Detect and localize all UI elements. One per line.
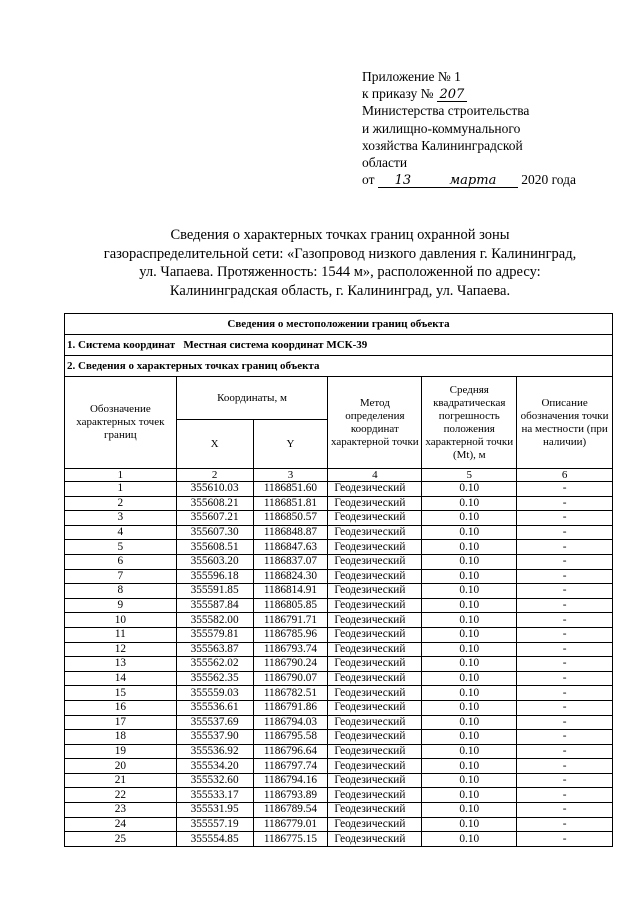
method-cell: Геодезический: [328, 613, 422, 628]
description-cell: -: [517, 686, 613, 701]
description-cell: -: [517, 554, 613, 569]
description-cell: -: [517, 715, 613, 730]
description-cell: -: [517, 584, 613, 599]
table-row: [65, 627, 613, 642]
table-rows: [65, 482, 613, 847]
error-cell: 0.10: [422, 627, 517, 642]
error-cell: 0.10: [422, 496, 517, 511]
error-cell: 0.10: [422, 700, 517, 715]
order-number-handwritten: 207: [437, 88, 467, 102]
coord-y-cell: 1186779.01: [253, 817, 328, 832]
appendix-label: Приложение № 1: [362, 69, 461, 84]
method-cell: Геодезический: [328, 832, 422, 847]
column-header-y: Y: [253, 420, 328, 469]
title-line-2: газораспределительной сети: «Газопровод низкого давления г. Калининград,: [103, 245, 577, 262]
table-row: [65, 715, 613, 730]
coord-y-cell: 1186793.89: [253, 788, 328, 803]
date-prefix: от: [362, 172, 375, 188]
description-cell: -: [517, 700, 613, 715]
coord-x-cell: 355534.20: [176, 759, 253, 774]
description-cell: -: [517, 817, 613, 832]
column-number: 1: [65, 469, 177, 482]
coord-y-cell: 1186795.58: [253, 730, 328, 745]
coord-x-cell: 355603.20: [176, 554, 253, 569]
table-row: [65, 700, 613, 715]
column-header-description: Описание обозначения точки на местности (при наличии): [517, 377, 613, 469]
coord-y-cell: 1186824.30: [253, 569, 328, 584]
coord-y-cell: 1186797.74: [253, 759, 328, 774]
coord-y-cell: 1186851.60: [253, 482, 328, 497]
table-row: [65, 686, 613, 701]
method-cell: Геодезический: [328, 715, 422, 730]
error-cell: 0.10: [422, 730, 517, 745]
table-row: [65, 598, 613, 613]
method-cell: Геодезический: [328, 686, 422, 701]
method-cell: Геодезический: [328, 496, 422, 511]
description-cell: -: [517, 642, 613, 657]
coord-x-cell: 355536.61: [176, 700, 253, 715]
method-cell: Геодезический: [328, 759, 422, 774]
coord-y-cell: 1186785.96: [253, 627, 328, 642]
point-number-cell: 2: [65, 496, 177, 511]
table-row: [65, 525, 613, 540]
coord-x-cell: 355554.85: [176, 832, 253, 847]
table-row: [65, 511, 613, 526]
point-number-cell: 11: [65, 627, 177, 642]
error-cell: 0.10: [422, 744, 517, 759]
error-cell: 0.10: [422, 788, 517, 803]
method-cell: Геодезический: [328, 803, 422, 818]
method-cell: Геодезический: [328, 700, 422, 715]
error-cell: 0.10: [422, 759, 517, 774]
method-cell: Геодезический: [328, 482, 422, 497]
point-number-cell: 4: [65, 525, 177, 540]
coord-x-cell: 355533.17: [176, 788, 253, 803]
ministry-line-1: Министерства строительства: [362, 103, 530, 119]
method-cell: Геодезический: [328, 657, 422, 672]
points-section-title: 2. Сведения о характерных точках границ объекта: [65, 356, 613, 377]
description-cell: -: [517, 569, 613, 584]
point-number-cell: 24: [65, 817, 177, 832]
error-cell: 0.10: [422, 584, 517, 599]
error-cell: 0.10: [422, 642, 517, 657]
table-row: [65, 773, 613, 788]
description-cell: -: [517, 482, 613, 497]
table-row: [65, 642, 613, 657]
coord-y-cell: 1186796.64: [253, 744, 328, 759]
coord-x-cell: 355582.00: [176, 613, 253, 628]
coord-x-cell: 355607.30: [176, 525, 253, 540]
error-cell: 0.10: [422, 554, 517, 569]
description-cell: -: [517, 759, 613, 774]
coord-y-cell: 1186793.74: [253, 642, 328, 657]
coord-x-cell: 355607.21: [176, 511, 253, 526]
point-number-cell: 10: [65, 613, 177, 628]
point-number-cell: 13: [65, 657, 177, 672]
coord-y-cell: 1186837.07: [253, 554, 328, 569]
error-cell: 0.10: [422, 671, 517, 686]
date-day-handwritten: 13: [378, 174, 428, 188]
point-number-cell: 25: [65, 832, 177, 847]
table-row: [65, 817, 613, 832]
column-header-designation: Обозначение характерных точек границ: [65, 377, 177, 469]
point-number-cell: 17: [65, 715, 177, 730]
error-cell: 0.10: [422, 482, 517, 497]
method-cell: Геодезический: [328, 569, 422, 584]
coord-y-cell: 1186789.54: [253, 803, 328, 818]
coord-x-cell: 355579.81: [176, 627, 253, 642]
table-row: [65, 730, 613, 745]
document-title: [40, 226, 640, 300]
error-cell: 0.10: [422, 540, 517, 555]
error-cell: 0.10: [422, 657, 517, 672]
method-cell: Геодезический: [328, 627, 422, 642]
ministry-line-4: области: [362, 155, 408, 171]
table-row: [65, 803, 613, 818]
coord-y-cell: 1186790.24: [253, 657, 328, 672]
description-cell: -: [517, 744, 613, 759]
point-number-cell: 1: [65, 482, 177, 497]
coord-y-cell: 1186775.15: [253, 832, 328, 847]
method-cell: Геодезический: [328, 730, 422, 745]
method-cell: Геодезический: [328, 773, 422, 788]
column-number: 3: [253, 469, 328, 482]
method-cell: Геодезический: [328, 671, 422, 686]
table-row: [65, 832, 613, 847]
coord-x-cell: 355537.90: [176, 730, 253, 745]
description-cell: -: [517, 788, 613, 803]
point-number-cell: 16: [65, 700, 177, 715]
boundary-points-table: [64, 313, 613, 847]
table-row: [65, 540, 613, 555]
table-row: [65, 788, 613, 803]
table-row: [65, 759, 613, 774]
description-cell: -: [517, 671, 613, 686]
title-line-1: Сведения о характерных точках границ охранной зоны: [170, 227, 510, 243]
description-cell: -: [517, 627, 613, 642]
coord-y-cell: 1186851.81: [253, 496, 328, 511]
method-cell: Геодезический: [328, 817, 422, 832]
point-number-cell: 9: [65, 598, 177, 613]
table-row: [65, 657, 613, 672]
coordinate-system-value: Местная система координат МСК-39: [183, 339, 368, 351]
coordinate-system-label: 1. Система координат: [67, 339, 176, 351]
coord-x-cell: 355562.02: [176, 657, 253, 672]
error-cell: 0.10: [422, 803, 517, 818]
coord-x-cell: 355559.03: [176, 686, 253, 701]
coord-x-cell: 355536.92: [176, 744, 253, 759]
error-cell: 0.10: [422, 773, 517, 788]
point-number-cell: 20: [65, 759, 177, 774]
point-number-cell: 8: [65, 584, 177, 599]
error-cell: 0.10: [422, 511, 517, 526]
point-number-cell: 12: [65, 642, 177, 657]
error-cell: 0.10: [422, 525, 517, 540]
error-cell: 0.10: [422, 686, 517, 701]
method-cell: Геодезический: [328, 511, 422, 526]
table-row: [65, 482, 613, 497]
coord-x-cell: 355608.21: [176, 496, 253, 511]
date-year: 2020 года: [521, 172, 577, 188]
point-number-cell: 3: [65, 511, 177, 526]
column-header-coordinates: Координаты, м: [176, 377, 328, 420]
description-cell: -: [517, 496, 613, 511]
error-cell: 0.10: [422, 613, 517, 628]
column-header-x: X: [176, 420, 253, 469]
description-cell: -: [517, 730, 613, 745]
coord-y-cell: 1186794.03: [253, 715, 328, 730]
point-number-cell: 19: [65, 744, 177, 759]
description-cell: -: [517, 598, 613, 613]
coord-x-cell: 355610.03: [176, 482, 253, 497]
table-row: [65, 744, 613, 759]
description-cell: -: [517, 832, 613, 847]
point-number-cell: 14: [65, 671, 177, 686]
error-cell: 0.10: [422, 598, 517, 613]
coord-y-cell: 1186790.07: [253, 671, 328, 686]
order-number-line: [362, 85, 632, 102]
method-cell: Геодезический: [328, 584, 422, 599]
order-prefix: к приказу №: [362, 86, 434, 102]
method-cell: Геодезический: [328, 744, 422, 759]
table-row: [65, 671, 613, 686]
point-number-cell: 21: [65, 773, 177, 788]
column-header-method: Метод определения координат характерной точки: [328, 377, 422, 469]
description-cell: -: [517, 657, 613, 672]
description-cell: -: [517, 511, 613, 526]
coord-x-cell: 355537.69: [176, 715, 253, 730]
order-header: [362, 68, 632, 188]
coord-x-cell: 355591.85: [176, 584, 253, 599]
coord-x-cell: 355562.35: [176, 671, 253, 686]
coordinate-system-row: [65, 335, 613, 356]
method-cell: Геодезический: [328, 554, 422, 569]
description-cell: -: [517, 540, 613, 555]
title-line-4: Калининградская область, г. Калининград, ул. Чапаева.: [169, 282, 511, 299]
method-cell: Геодезический: [328, 525, 422, 540]
point-number-cell: 18: [65, 730, 177, 745]
description-cell: -: [517, 525, 613, 540]
method-cell: Геодезический: [328, 642, 422, 657]
title-line-3: ул. Чапаева. Протяженность: 1544 м», расположенной по адресу:: [139, 264, 541, 281]
point-number-cell: 7: [65, 569, 177, 584]
coord-y-cell: 1186848.87: [253, 525, 328, 540]
coord-y-cell: 1186791.86: [253, 700, 328, 715]
point-number-cell: 22: [65, 788, 177, 803]
description-cell: -: [517, 613, 613, 628]
coord-x-cell: 355557.19: [176, 817, 253, 832]
coord-y-cell: 1186791.71: [253, 613, 328, 628]
point-number-cell: 6: [65, 554, 177, 569]
column-number: 5: [422, 469, 517, 482]
coord-y-cell: 1186847.63: [253, 540, 328, 555]
coord-x-cell: 355587.84: [176, 598, 253, 613]
table-row: [65, 554, 613, 569]
coord-x-cell: 355596.18: [176, 569, 253, 584]
order-date-line: [362, 171, 632, 188]
method-cell: Геодезический: [328, 598, 422, 613]
column-number: 2: [176, 469, 253, 482]
error-cell: 0.10: [422, 569, 517, 584]
column-number: 6: [517, 469, 613, 482]
column-header-error: Средняя квадратическая погрешность положения характерной точки (Mt), м: [422, 377, 517, 469]
method-cell: Геодезический: [328, 788, 422, 803]
coord-x-cell: 355608.51: [176, 540, 253, 555]
coord-x-cell: 355563.87: [176, 642, 253, 657]
table-row: [65, 569, 613, 584]
error-cell: 0.10: [422, 817, 517, 832]
point-number-cell: 23: [65, 803, 177, 818]
coord-y-cell: 1186805.85: [253, 598, 328, 613]
description-cell: -: [517, 803, 613, 818]
point-number-cell: 5: [65, 540, 177, 555]
table-row: [65, 496, 613, 511]
table-row: [65, 584, 613, 599]
column-number: 4: [328, 469, 422, 482]
coord-y-cell: 1186782.51: [253, 686, 328, 701]
date-month-handwritten: марта: [428, 174, 518, 188]
ministry-line-3: хозяйства Калининградской: [362, 137, 523, 153]
coord-x-cell: 355532.60: [176, 773, 253, 788]
error-cell: 0.10: [422, 715, 517, 730]
description-cell: -: [517, 773, 613, 788]
method-cell: Геодезический: [328, 540, 422, 555]
error-cell: 0.10: [422, 832, 517, 847]
coord-x-cell: 355531.95: [176, 803, 253, 818]
table-section-title: Сведения о местоположении границ объекта: [65, 314, 613, 335]
coord-y-cell: 1186814.91: [253, 584, 328, 599]
coord-y-cell: 1186794.16: [253, 773, 328, 788]
coord-y-cell: 1186850.57: [253, 511, 328, 526]
table-row: [65, 613, 613, 628]
point-number-cell: 15: [65, 686, 177, 701]
ministry-line-2: и жилищно-коммунального: [362, 120, 521, 136]
